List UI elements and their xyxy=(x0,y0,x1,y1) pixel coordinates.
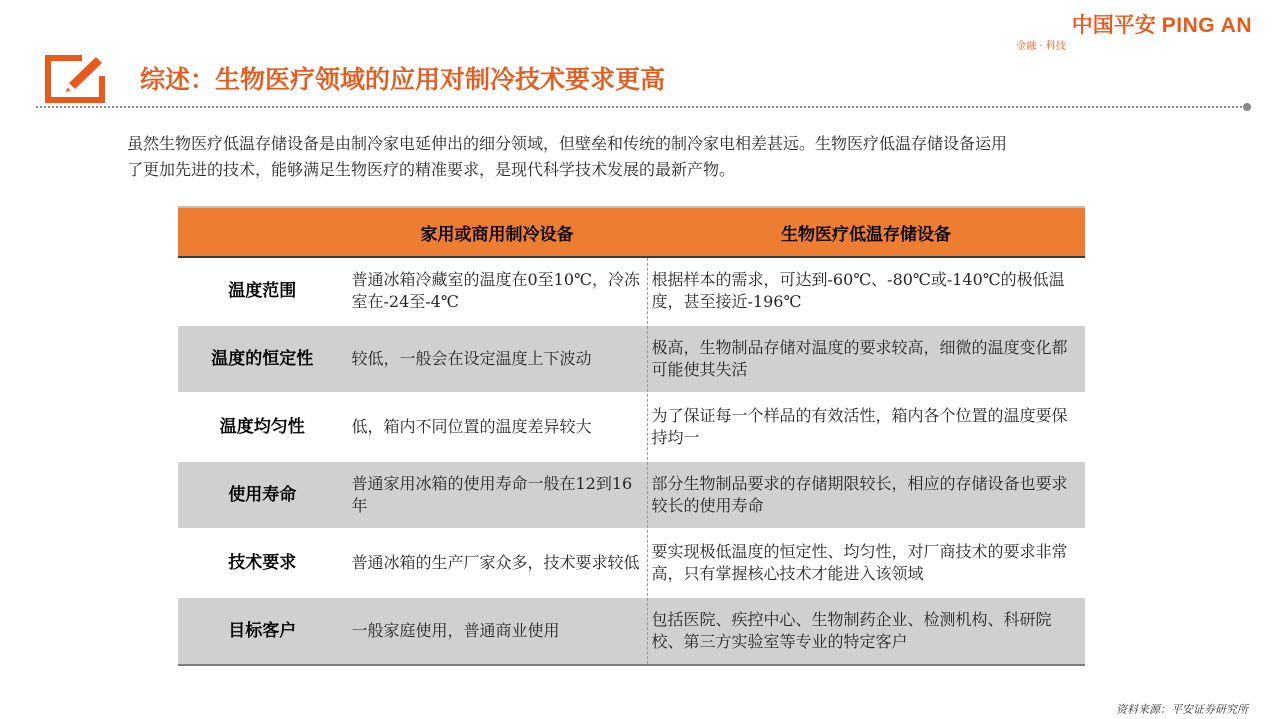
row-label: 温度范围 xyxy=(178,257,347,325)
comparison-table xyxy=(178,206,1085,666)
row-label: 温度均匀性 xyxy=(178,393,347,461)
table-row xyxy=(178,529,1085,597)
home-cell: 普通冰箱的生产厂家众多，技术要求较低 xyxy=(347,529,647,597)
row-label: 温度的恒定性 xyxy=(178,325,347,393)
home-cell: 低，箱内不同位置的温度差异较大 xyxy=(347,393,647,461)
bio-cell: 要实现极低温度的恒定性、均匀性，对厂商技术的要求非常高，只有掌握核心技术才能进入该领域 xyxy=(647,529,1085,597)
row-label: 目标客户 xyxy=(178,597,347,665)
title-divider xyxy=(36,106,1246,108)
home-cell: 普通冰箱冷藏室的温度在0至10℃，冷冻室在-24至-4℃ xyxy=(347,257,647,325)
bio-cell: 极高，生物制品存储对温度的要求较高，细微的温度变化都可能使其失活 xyxy=(647,325,1085,393)
column-header-home-commercial: 家用或商用制冷设备 xyxy=(347,207,647,257)
source-note: 资料来源：平安证券研究所 xyxy=(1116,703,1248,716)
logo-wordmark xyxy=(990,12,1252,40)
logo-english: PING AN xyxy=(1161,14,1252,37)
bio-cell: 部分生物制品要求的存储期限较长，相应的存储设备也要求较长的使用寿命 xyxy=(647,461,1085,529)
page-title: 综述：生物医疗领域的应用对制冷技术要求更高 xyxy=(140,65,666,94)
table-row xyxy=(178,257,1085,325)
column-header-biomedical: 生物医疗低温存储设备 xyxy=(647,207,1085,257)
title-divider-dot xyxy=(1243,103,1251,111)
home-cell: 一般家庭使用，普通商业使用 xyxy=(347,597,647,665)
intro-paragraph xyxy=(127,131,1162,183)
intro-line-2: 了更加先进的技术，能够满足生物医疗的精准要求，是现代科学技术发展的最新产物。 xyxy=(127,160,736,179)
logo-chinese: 中国平安 xyxy=(1071,13,1156,37)
intro-line-1: 虽然生物医疗低温存储设备是由制冷家电延伸出的细分领域，但壁垒和传统的制冷家电相差甚远。生物医疗低温存储设备运用 xyxy=(127,134,1008,153)
pencil-edit-icon xyxy=(44,54,106,104)
pingan-logo xyxy=(990,12,1252,52)
row-label: 技术要求 xyxy=(178,529,347,597)
bio-cell: 根据样本的需求，可达到-60℃、-80℃或-140℃的极低温度，甚至接近-196℃ xyxy=(647,257,1085,325)
bio-cell: 为了保证每一个样品的有效活性，箱内各个位置的温度要保持均一 xyxy=(647,393,1085,461)
logo-tagline: 金融 · 科技 xyxy=(1016,41,1066,52)
table-row xyxy=(178,597,1085,665)
table-row xyxy=(178,325,1085,393)
home-cell: 较低，一般会在设定温度上下波动 xyxy=(347,325,647,393)
column-header-blank xyxy=(178,207,347,257)
table-row xyxy=(178,461,1085,529)
row-label: 使用寿命 xyxy=(178,461,347,529)
table-header-row xyxy=(178,207,1085,257)
home-cell: 普通家用冰箱的使用寿命一般在12到16年 xyxy=(347,461,647,529)
bio-cell: 包括医院、疾控中心、生物制药企业、检测机构、科研院校、第三方实验室等专业的特定客户 xyxy=(647,597,1085,665)
table-row xyxy=(178,393,1085,461)
